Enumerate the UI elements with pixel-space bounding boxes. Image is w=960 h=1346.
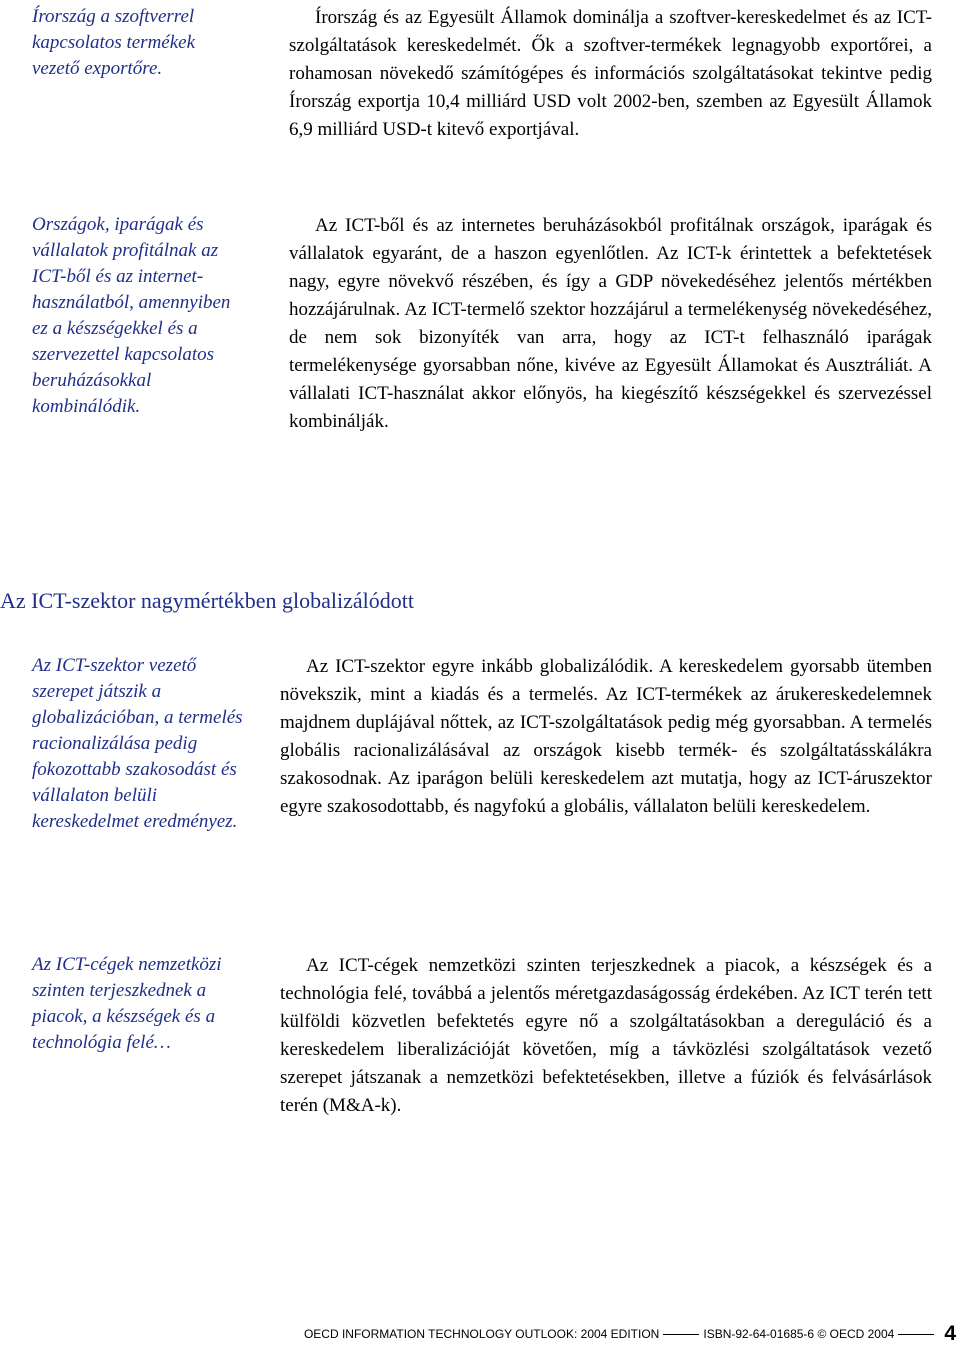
body-text: Az ICT-szektor egyre inkább globalizálódik. A kereskedelem gyorsabb ütemben növekszik, mint a kiadás és a termelés. Az ICT-termékek az árukereskedelemnek majdnem duplájával nőttek, az ICT-szolgáltatások pedig még gyorsabban. A termelés globális racionalizálásával az országok kisebb termék- és szolgáltatásskálákra szakosodnak. Az iparágon belüli kereskedelem azt mutatja, hogy az ICT-áruszektor egyre szakosodottabb, és nagyfokú a globális, vállalaton belüli kereskedelem. xyxy=(280,656,932,817)
footer-copyright: © OECD 2004 xyxy=(817,1327,895,1341)
paragraph-expansion xyxy=(280,952,932,1120)
section-heading: Az ICT-szektor nagymértékben globalizálódott xyxy=(0,588,415,613)
sidebar-note-ireland: Írország a szoftverrel kapcsolatos termékek vezető exportőre. xyxy=(32,6,196,79)
footer-title: OECD INFORMATION TECHNOLOGY OUTLOOK: 2004 EDITION xyxy=(303,1327,660,1341)
sidebar-note-benefits: Országok, iparágak és vállalatok profitálnak az ICT-ből és az internet-használatból, amennyiben ez a készségekkel és a szervezettel kapcsolatos beruházásokkal kombinálódik. xyxy=(32,214,231,417)
body-text: Az ICT-ből és az internetes beruházásokból profitálnak országok, iparágak és vállalatok egyaránt, de a haszon egyenlőtlen. Az ICT-k érintettek a befektetések nagy, egyre növekvő részében, és így a GDP növekedéséhez jelentős mértékben hozzájárulnak. Az ICT-termelő szektor hozzájárul a termelékenység növekedéséhez, de nem sok bizonyíték van arra, hogy az ICT-t felhasználó iparágak termelékenysége gyorsabban nőne, kivéve az Egyesült Államokat és Ausztráliát. A vállalati ICT-használat akkor előnyös, ha kiegészítő készségekkel és szervezéssel kombinálják. xyxy=(289,215,932,432)
sidebar-note-globalization: Az ICT-szektor vezető szerepet játszik a globalizációban, a termelés racionalizálása pedig fokozottabb szakosodást és vállalaton belüli kereskedelmet eredményez. xyxy=(32,655,243,832)
paragraph-globalization xyxy=(280,653,932,821)
body-text: Írország és az Egyesült Államok dominálja a szoftver-kereskedelmet és az ICT-szolgáltatások kereskedelmét. Ők a szoftver-termékek legnagyobb exportőrei, a rohamosan növekedő számítógépes és információs szolgáltatásokat tekintve pedig Írország exportja 10,4 milliárd USD volt 2002-ben, szemben az Egyesült Államok 6,9 milliárd USD-t kitevő exportjával. xyxy=(289,7,932,140)
page-footer xyxy=(0,1322,956,1346)
page-number: 4 xyxy=(944,1322,956,1345)
footer-separator xyxy=(663,1334,699,1335)
paragraph-benefits xyxy=(289,212,932,436)
footer-separator xyxy=(898,1334,934,1335)
sidebar-note-expansion: Az ICT-cégek nemzetközi szinten terjeszkednek a piacok, a készségek és a technológia felé… xyxy=(32,954,222,1053)
body-text: Az ICT-cégek nemzetközi szinten terjeszkednek a piacok, a készségek és a technológia felé, továbbá a jelentős méretgazdaságosság érdekében. Az ICT terén tett külföldi közvetlen befektetés egyre nő a szolgáltatásokban a dereguláció és a kereskedelem liberalizációját követően, míg a távközlési szolgáltatások vezető szerepet játszanak a nemzetközi befektetésekben, illetve a fúziók és felvásárlások terén (M&A-k). xyxy=(280,955,932,1116)
footer-isbn: ISBN-92-64-01685-6 xyxy=(703,1327,815,1341)
paragraph-ireland-us xyxy=(289,4,932,144)
